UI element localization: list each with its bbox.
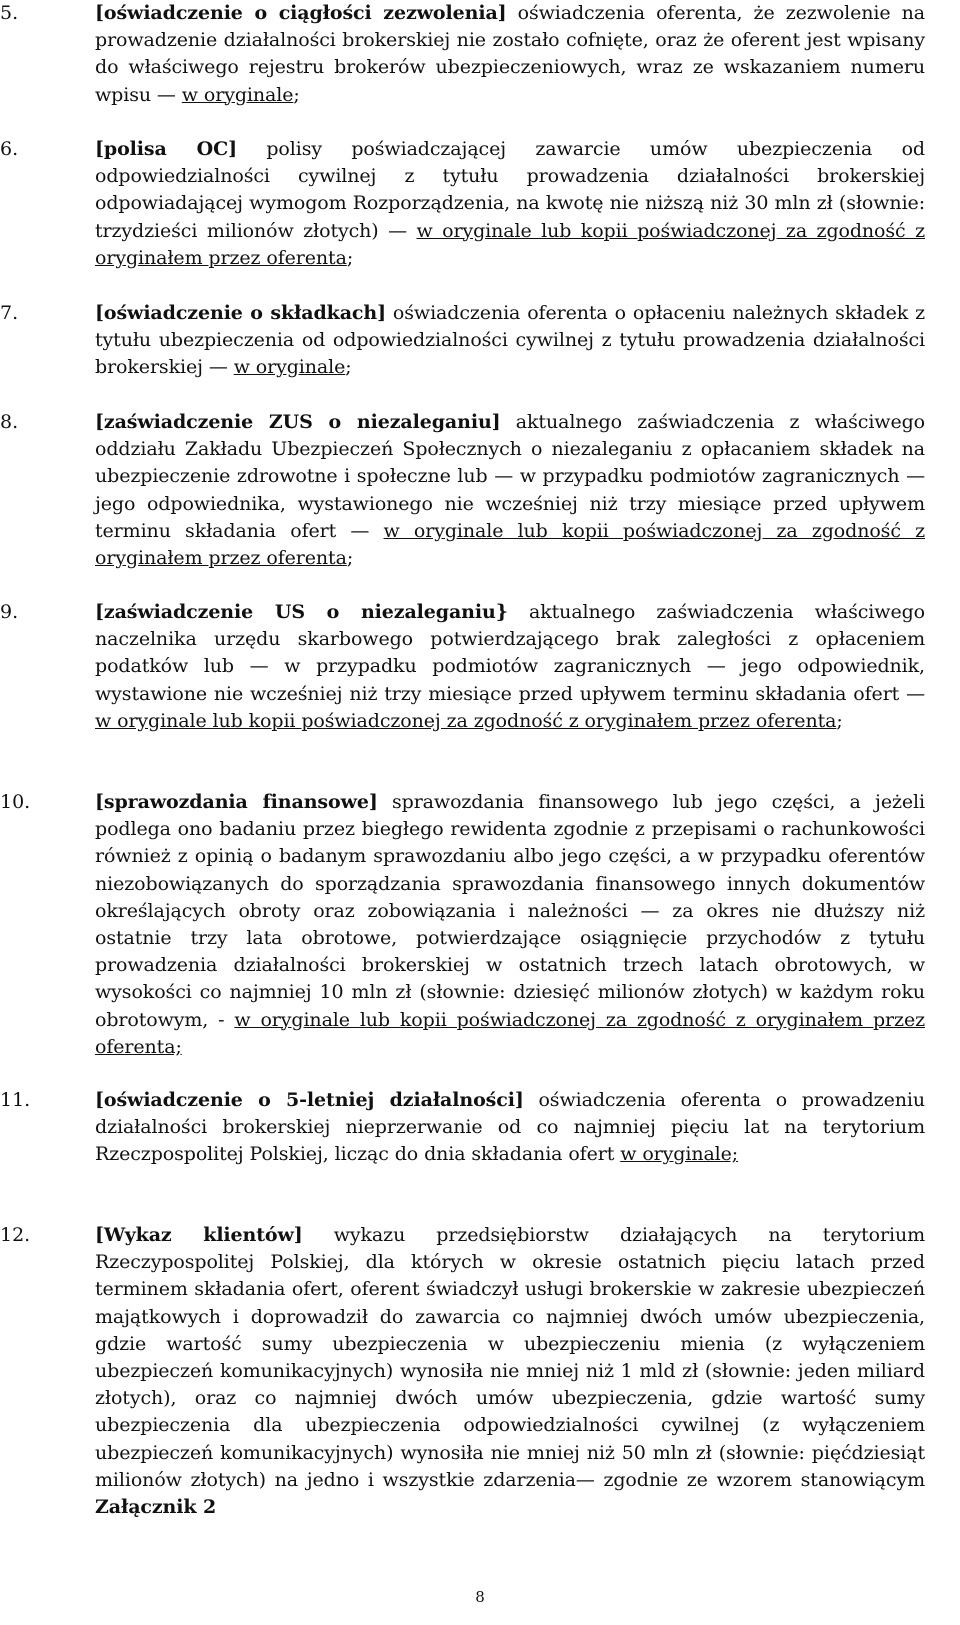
item-title: [polisa OC] — [95, 138, 237, 160]
item-tail: ; — [346, 547, 354, 570]
item-body — [95, 789, 925, 1061]
item-tail: ; — [293, 83, 300, 106]
item-body — [95, 0, 925, 109]
item-tail: ; — [836, 709, 843, 732]
item-number: 8. — [0, 411, 19, 433]
item-number: 9. — [0, 601, 19, 623]
item-body — [95, 1087, 925, 1169]
item-text: oświadczenia oferenta o prowadzeniu działalności brokerskiej nieprzerwanie od co najmniej pięciu lat na terytorium Rzeczpospolitej Polskiej, licząc do dnia składania ofert — [95, 1089, 925, 1166]
item-body — [95, 136, 925, 272]
item-text: oświadczenia oferenta, że zezwolenie na prowadzenie działalności brokerskiej nie zostało cofnięte, oraz że oferent jest wpisany do właściwego rejestru brokerów ubezpieczeniowych, wraz ze wskazaniem numeru wpisu — — [95, 2, 925, 106]
item-number: 6. — [0, 138, 19, 160]
item-title: [oświadczenie o 5-letniej działalności] — [95, 1089, 524, 1111]
item-underlined: w oryginale lub kopii poświadczonej za zgodność z oryginałem przez oferenta — [95, 219, 925, 269]
item-number: 10. — [0, 791, 31, 813]
item-title: [oświadczenie o składkach] — [95, 302, 386, 324]
item-underlined: w oryginale lub kopii poświadczonej za zgodność z oryginałem przez oferenta — [95, 709, 837, 732]
item-body — [95, 599, 925, 735]
item-body — [95, 409, 925, 572]
page-number: 8 — [475, 1588, 485, 1606]
item-number: 5. — [0, 2, 19, 24]
item-underlined: w oryginale lub kopii poświadczonej za zgodność z oryginałem przez oferenta — [95, 519, 925, 570]
attachment-reference: Załącznik 2 — [95, 1496, 217, 1519]
item-body — [95, 1222, 925, 1521]
item-title: [oświadczenie o ciągłości zezwolenia] — [95, 2, 507, 24]
item-title: [zaświadczenie US o niezaleganiu} — [95, 601, 508, 623]
item-underlined: w oryginale lub kopii poświadczonej za zgodność z oryginałem przez oferenta; — [95, 1008, 925, 1058]
item-tail: ; — [345, 356, 352, 379]
item-title: [sprawozdania finansowe] — [95, 791, 378, 813]
item-underlined: w oryginale — [181, 83, 294, 106]
item-title: [zaświadczenie ZUS o niezaleganiu] — [95, 411, 501, 433]
item-underlined: w oryginale — [233, 356, 346, 379]
item-number: 11. — [0, 1089, 31, 1111]
item-text: aktualnego zaświadczenia właściwego naczelnika urzędu skarbowego potwierdzającego brak zaległości z opłaceniem podatków lub — w przypadku podmiotów zagranicznych — jego odpowiednik, wystawione nie wcześniej niż trzy miesiące przed upływem terminu składania ofert — — [95, 601, 925, 705]
item-text: sprawozdania finansowego lub jego części, a jeżeli podlega ono badaniu przez biegłego rewidenta zgodnie z przepisami o rachunkowości również z opinią o badanym sprawozdaniu albo jego części, a w przypadku oferentów niezobowiązanych do sporządzania sprawozdania finansowego innych dokumentów określających obroty oraz zobowiązania i należności — za okres nie dłuższy niż ostatnie trzy lata obrotowe, potwierdzające osiągnięcie przychodów z tytułu prowadzenia działalności brokerskiej w ostatnich trzech latach obrotowych, w wysokości co najmniej 10 mln zł (słownie: dziesięć milionów złotych) w każdym roku obrotowym, - — [95, 791, 925, 1031]
item-text: oświadczenia oferenta o opłaceniu należnych składek z tytułu ubezpieczenia od odpowiedzialności cywilnej z tytułu prowadzenia działalności brokerskiej — — [95, 302, 925, 379]
item-body — [95, 300, 925, 382]
item-title: [Wykaz klientów] — [95, 1224, 303, 1246]
item-tail: ; — [346, 246, 354, 269]
item-underlined: w oryginale; — [620, 1143, 739, 1166]
item-number: 12. — [0, 1224, 31, 1246]
item-text: wykazu przedsiębiorstw działających na terytorium Rzeczypospolitej Polskiej, dla których w okresie ostatnich pięciu latach przed terminem składania ofert, oferent świadczył usługi brokerskie w zakresie ubezpieczeń majątkowych i doprowadził do zawarcia co najmniej dwóch umów ubezpieczenia, gdzie wartość sumy ubezpieczenia w ubezpieczeniu mienia (z wyłączeniem ubezpieczeń komunikacyjnych) wynosiła nie mniej niż 1 mld zł (słownie: jeden miliard złotych), oraz co najmniej dwóch umów ubezpieczenia, gdzie wartość sumy ubezpieczenia dla ubezpieczenia odpowiedzialności cywilnej (z wyłączeniem ubezpieczeń komunikacyjnych) wynosiła nie mniej niż 50 mln zł (słownie: pięćdziesiąt milionów złotych) na jedno i wszystkie zdarzenia— zgodnie ze wzorem stanowiącym — [95, 1224, 925, 1491]
item-number: 7. — [0, 302, 19, 324]
item-text: aktualnego zaświadczenia z właściwego oddziału Zakładu Ubezpieczeń Społecznych o niezaleganiu z opłacaniem składek na ubezpieczenie zdrowotne i społeczne lub — w przypadku podmiotów zagranicznych — jego odpowiednika, wystawionego nie wcześniej niż trzy miesiące przed upływem terminu składania ofert — — [95, 411, 926, 542]
item-text: polisy poświadczającej zawarcie umów ubezpieczenia od odpowiedzialności cywilnej z tytułu prowadzenia działalności brokerskiej odpowiadającej wymogom Rozporządzenia, na kwotę nie niższą niż 30 mln zł (słownie: trzydzieści milionów złotych) — — [95, 138, 925, 242]
